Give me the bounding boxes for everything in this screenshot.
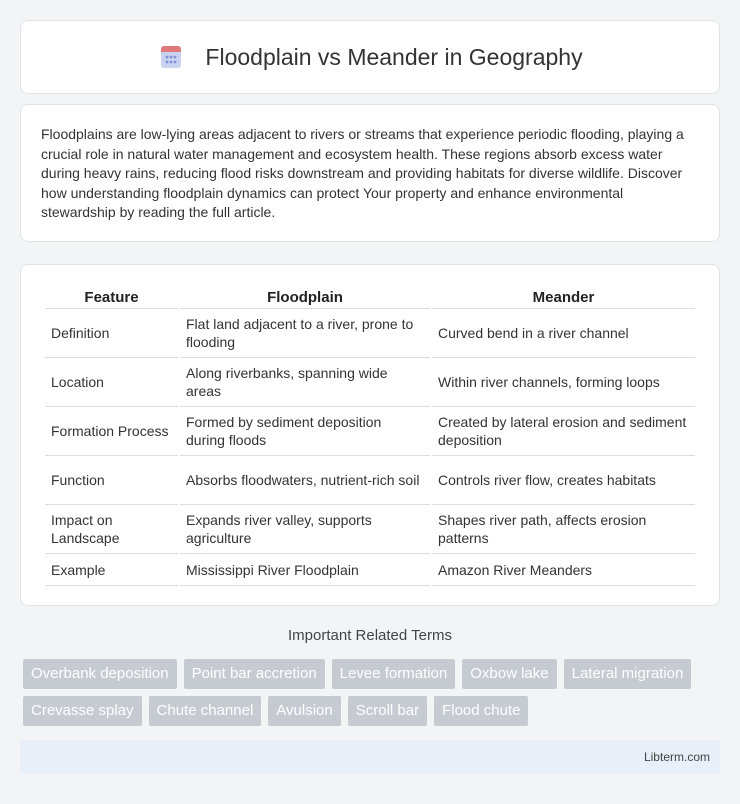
cell-feature: Function — [45, 456, 178, 505]
related-term-tag[interactable]: Lateral migration — [564, 659, 692, 689]
related-term-tag[interactable]: Levee formation — [332, 659, 456, 689]
related-term-tag[interactable]: Flood chute — [434, 696, 528, 726]
comparison-table — [43, 285, 697, 586]
cell-feature: Example — [45, 554, 178, 586]
cell-feature: Definition — [45, 309, 178, 358]
table-header-row — [45, 285, 695, 309]
related-term-tag[interactable]: Avulsion — [268, 696, 340, 726]
cell-meander: Curved bend in a river channel — [432, 309, 695, 358]
title-wrap — [157, 43, 582, 71]
cell-meander: Controls river flow, creates habitats — [432, 456, 695, 505]
footer-site-link[interactable]: Libterm.com — [643, 750, 710, 764]
intro-text: Floodplains are low-lying areas adjacent to rivers or streams that experience periodic flooding, playing a crucial role in natural water management and ecosystem health. These regions absorb excess water during heavy rains, reducing flood risks downstream and providing habitats for diverse wildlife. Discover how understanding floodplain dynamics can protect Your property and enhance environmental stewardship by reading the full article. — [41, 126, 684, 221]
footer — [20, 740, 720, 774]
page-title: Floodplain vs Meander in Geography — [205, 43, 583, 70]
comparison-card — [20, 264, 720, 606]
cell-feature: Location — [45, 358, 178, 407]
document-icon — [157, 43, 185, 71]
cell-meander: Created by lateral erosion and sediment deposition — [432, 407, 695, 456]
related-terms-list — [23, 659, 713, 726]
cell-feature: Formation Process — [45, 407, 178, 456]
cell-meander: Amazon River Meanders — [432, 554, 695, 586]
related-term-tag[interactable]: Crevasse splay — [23, 696, 142, 726]
related-term-tag[interactable]: Scroll bar — [348, 696, 427, 726]
cell-floodplain: Absorbs floodwaters, nutrient-rich soil — [180, 456, 430, 505]
cell-floodplain: Expands river valley, supports agriculture — [180, 505, 430, 554]
related-term-tag[interactable]: Point bar accretion — [184, 659, 325, 689]
related-term-tag[interactable]: Overbank deposition — [23, 659, 177, 689]
cell-meander: Shapes river path, affects erosion patterns — [432, 505, 695, 554]
related-term-tag[interactable]: Oxbow lake — [462, 659, 556, 689]
header-feature: Feature — [45, 285, 178, 309]
header-floodplain: Floodplain — [180, 285, 430, 309]
cell-feature: Impact on Landscape — [45, 505, 178, 554]
related-terms-heading: Important Related Terms — [288, 627, 452, 644]
header-meander: Meander — [432, 285, 695, 309]
title-card — [20, 20, 720, 94]
cell-floodplain: Flat land adjacent to a river, prone to flooding — [180, 309, 430, 358]
table-row — [45, 358, 695, 407]
cell-floodplain: Formed by sediment deposition during floods — [180, 407, 430, 456]
related-term-tag[interactable]: Chute channel — [149, 696, 262, 726]
table-row — [45, 456, 695, 505]
table-row — [45, 554, 695, 586]
table-row — [45, 407, 695, 456]
intro-card — [20, 104, 720, 242]
cell-meander: Within river channels, forming loops — [432, 358, 695, 407]
cell-floodplain: Mississippi River Floodplain — [180, 554, 430, 586]
table-row — [45, 505, 695, 554]
table-row — [45, 309, 695, 358]
cell-floodplain: Along riverbanks, spanning wide areas — [180, 358, 430, 407]
